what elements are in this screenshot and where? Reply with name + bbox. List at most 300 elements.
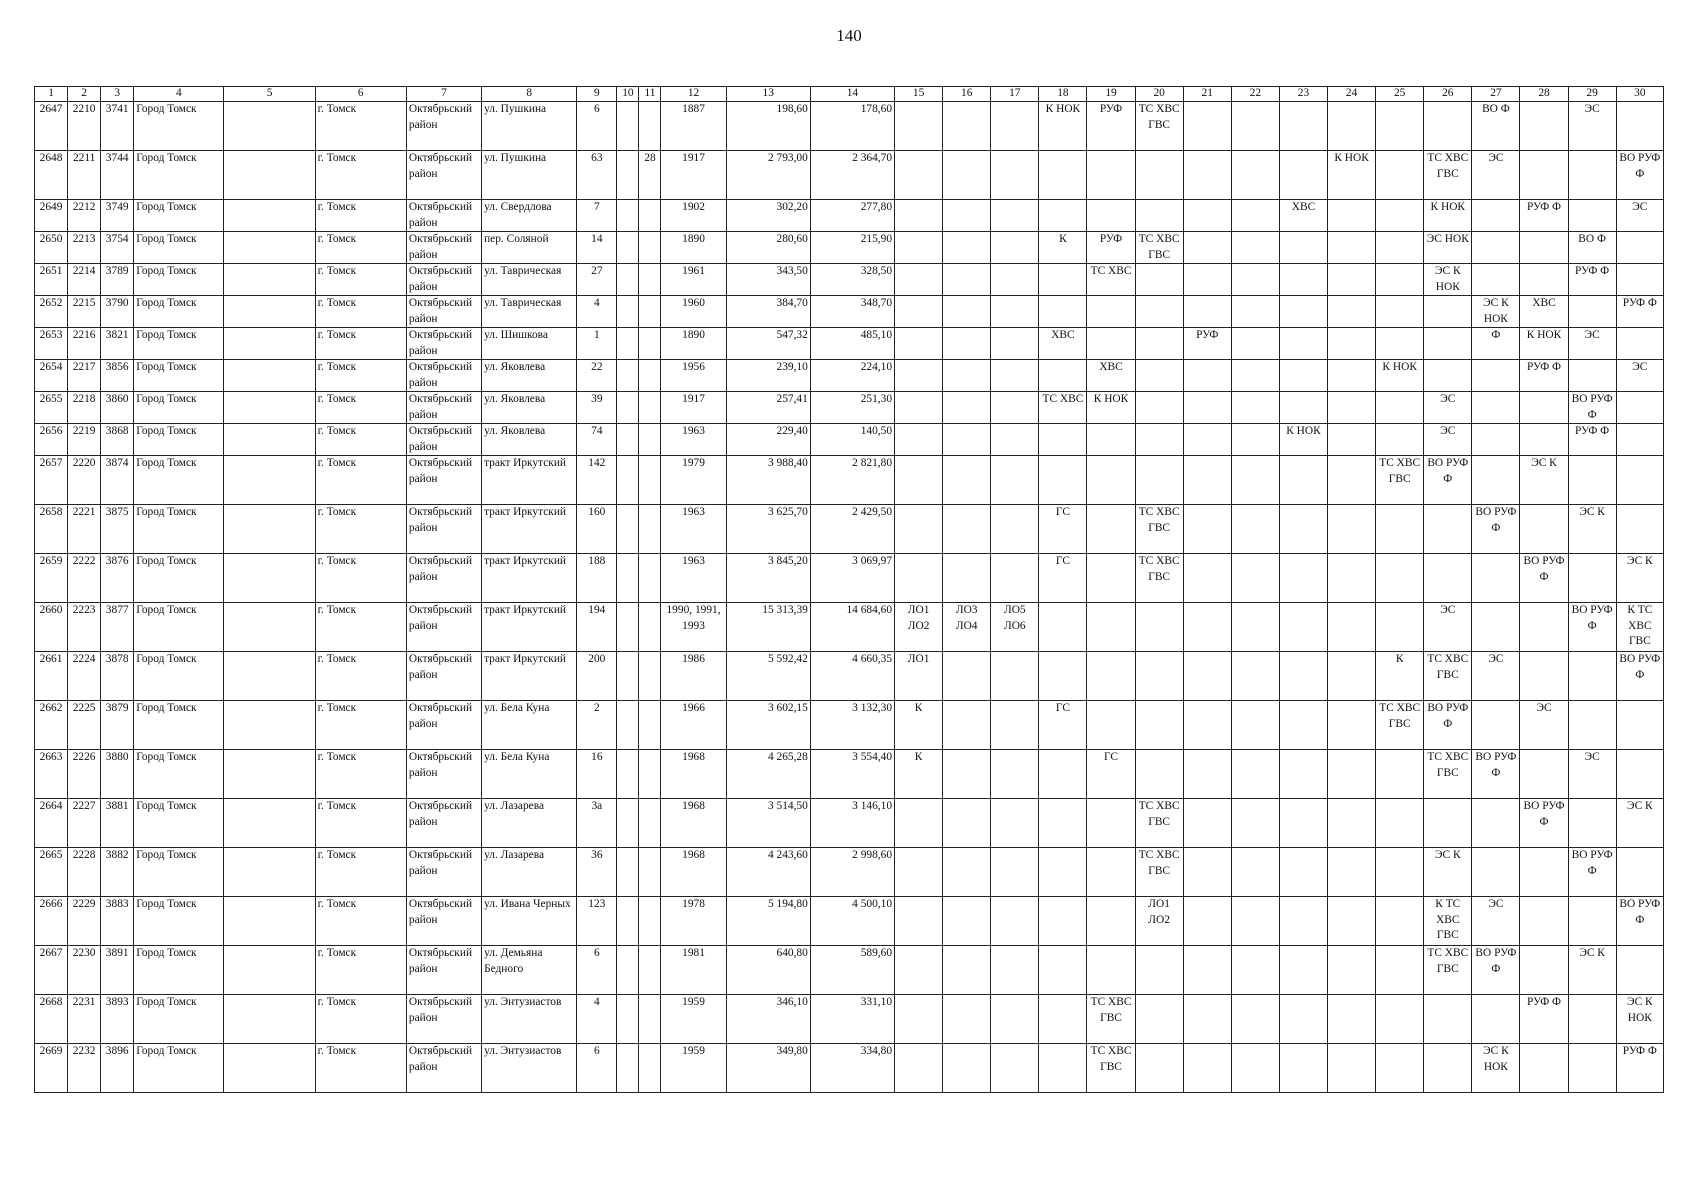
cell-col-25 [1376, 1044, 1424, 1093]
cell-col-10 [617, 151, 639, 200]
cell-col-24 [1328, 995, 1376, 1044]
cell-col-17 [991, 995, 1039, 1044]
cell-col-9: 39 [577, 392, 617, 424]
cell-col-29 [1568, 360, 1616, 392]
cell-col-23 [1279, 360, 1327, 392]
cell-col-22 [1231, 848, 1279, 897]
cell-col-2: 2215 [68, 296, 101, 328]
cell-col-17 [991, 102, 1039, 151]
cell-col-18 [1039, 360, 1087, 392]
cell-col-15 [895, 392, 943, 424]
cell-col-29 [1568, 799, 1616, 848]
cell-col-29: ЭС К [1568, 946, 1616, 995]
cell-col-25: ТС ХВС ГВС [1376, 701, 1424, 750]
cell-col-12: 1968 [661, 799, 726, 848]
cell-col-18 [1039, 264, 1087, 296]
cell-col-21 [1183, 995, 1231, 1044]
cell-col-26 [1424, 328, 1472, 360]
cell-col-11 [639, 848, 661, 897]
cell-col-4: Город Томск [134, 392, 224, 424]
cell-col-6: г. Томск [315, 946, 406, 995]
cell-col-23 [1279, 750, 1327, 799]
cell-col-14: 3 554,40 [810, 750, 894, 799]
cell-col-29: ВО РУФ Ф [1568, 848, 1616, 897]
cell-col-27 [1472, 360, 1520, 392]
cell-col-12: 1917 [661, 392, 726, 424]
cell-col-2: 2221 [68, 505, 101, 554]
cell-col-23 [1279, 603, 1327, 652]
cell-col-10 [617, 701, 639, 750]
cell-col-2: 2223 [68, 603, 101, 652]
cell-col-24 [1328, 946, 1376, 995]
cell-col-6: г. Томск [315, 897, 406, 946]
cell-col-15 [895, 102, 943, 151]
cell-col-9: 36 [577, 848, 617, 897]
cell-col-28 [1520, 102, 1568, 151]
cell-col-30: ЭС [1616, 200, 1663, 232]
cell-col-30: РУФ Ф [1616, 1044, 1663, 1093]
page-number: 140 [836, 26, 862, 45]
cell-col-29 [1568, 200, 1616, 232]
cell-col-13: 239,10 [726, 360, 810, 392]
cell-col-13: 3 625,70 [726, 505, 810, 554]
cell-col-26: ВО РУФ Ф [1424, 701, 1472, 750]
cell-col-23 [1279, 701, 1327, 750]
cell-col-13: 198,60 [726, 102, 810, 151]
column-header-26: 26 [1424, 87, 1472, 102]
cell-col-22 [1231, 200, 1279, 232]
cell-col-11 [639, 799, 661, 848]
cell-col-7: Октябрьский район [406, 946, 481, 995]
cell-col-7: Октябрьский район [406, 505, 481, 554]
cell-col-1: 2655 [35, 392, 68, 424]
column-header-21: 21 [1183, 87, 1231, 102]
cell-col-24: К НОК [1328, 151, 1376, 200]
table-row [35, 264, 1664, 296]
cell-col-30 [1616, 750, 1663, 799]
cell-col-21 [1183, 750, 1231, 799]
cell-col-16 [943, 264, 991, 296]
cell-col-27: Ф [1472, 328, 1520, 360]
cell-col-23 [1279, 848, 1327, 897]
cell-col-17 [991, 897, 1039, 946]
cell-col-18 [1039, 296, 1087, 328]
cell-col-11 [639, 328, 661, 360]
cell-col-19 [1087, 554, 1135, 603]
cell-col-28: ХВС [1520, 296, 1568, 328]
cell-col-21 [1183, 652, 1231, 701]
cell-col-20 [1135, 424, 1183, 456]
cell-col-8: ул. Демьяна Бедного [482, 946, 577, 995]
cell-col-7: Октябрьский район [406, 151, 481, 200]
cell-col-8: ул. Энтузиастов [482, 995, 577, 1044]
cell-col-21 [1183, 1044, 1231, 1093]
cell-col-17 [991, 360, 1039, 392]
cell-col-27 [1472, 995, 1520, 1044]
cell-col-30: ЭС К НОК [1616, 995, 1663, 1044]
cell-col-10 [617, 360, 639, 392]
cell-col-17 [991, 505, 1039, 554]
cell-col-22 [1231, 328, 1279, 360]
cell-col-17 [991, 328, 1039, 360]
cell-col-7: Октябрьский район [406, 328, 481, 360]
cell-col-29 [1568, 897, 1616, 946]
cell-col-4: Город Томск [134, 424, 224, 456]
cell-col-14: 331,10 [810, 995, 894, 1044]
table-row [35, 151, 1664, 200]
cell-col-5 [224, 200, 315, 232]
cell-col-6: г. Томск [315, 296, 406, 328]
cell-col-16 [943, 750, 991, 799]
cell-col-7: Октябрьский район [406, 603, 481, 652]
cell-col-7: Октябрьский район [406, 102, 481, 151]
cell-col-30: ВО РУФ Ф [1616, 151, 1663, 200]
cell-col-28: К НОК [1520, 328, 1568, 360]
cell-col-11 [639, 1044, 661, 1093]
cell-col-7: Октябрьский район [406, 456, 481, 505]
cell-col-24 [1328, 603, 1376, 652]
cell-col-28 [1520, 897, 1568, 946]
cell-col-8: ул. Яковлева [482, 360, 577, 392]
cell-col-15: К [895, 750, 943, 799]
cell-col-8: пер. Соляной [482, 232, 577, 264]
cell-col-27 [1472, 264, 1520, 296]
cell-col-17: ЛО5 ЛО6 [991, 603, 1039, 652]
cell-col-11 [639, 102, 661, 151]
cell-col-3: 3891 [101, 946, 134, 995]
cell-col-26: ТС ХВС ГВС [1424, 151, 1472, 200]
cell-col-24 [1328, 264, 1376, 296]
header-row [35, 87, 1664, 102]
cell-col-13: 3 988,40 [726, 456, 810, 505]
cell-col-8: ул. Яковлева [482, 392, 577, 424]
cell-col-22 [1231, 505, 1279, 554]
cell-col-17 [991, 848, 1039, 897]
cell-col-17 [991, 151, 1039, 200]
cell-col-5 [224, 296, 315, 328]
cell-col-25 [1376, 424, 1424, 456]
table-row [35, 995, 1664, 1044]
cell-col-24 [1328, 200, 1376, 232]
cell-col-26: ЭС [1424, 392, 1472, 424]
cell-col-26: ЭС НОК [1424, 232, 1472, 264]
cell-col-2: 2210 [68, 102, 101, 151]
table-row [35, 750, 1664, 799]
cell-col-7: Октябрьский район [406, 1044, 481, 1093]
cell-col-22 [1231, 456, 1279, 505]
column-header-11: 11 [639, 87, 661, 102]
cell-col-16 [943, 946, 991, 995]
cell-col-15 [895, 151, 943, 200]
cell-col-28 [1520, 848, 1568, 897]
cell-col-5 [224, 424, 315, 456]
cell-col-25 [1376, 102, 1424, 151]
cell-col-4: Город Томск [134, 151, 224, 200]
cell-col-8: тракт Иркутский [482, 505, 577, 554]
column-header-23: 23 [1279, 87, 1327, 102]
cell-col-27 [1472, 392, 1520, 424]
cell-col-12: 1890 [661, 232, 726, 264]
cell-col-4: Город Томск [134, 102, 224, 151]
table-row [35, 603, 1664, 652]
table-row [35, 897, 1664, 946]
cell-col-30 [1616, 264, 1663, 296]
column-header-28: 28 [1520, 87, 1568, 102]
cell-col-26: ЭС [1424, 603, 1472, 652]
cell-col-8: ул. Таврическая [482, 264, 577, 296]
cell-col-6: г. Томск [315, 264, 406, 296]
cell-col-11 [639, 392, 661, 424]
cell-col-5 [224, 946, 315, 995]
cell-col-3: 3879 [101, 701, 134, 750]
cell-col-19: ГС [1087, 750, 1135, 799]
cell-col-29: РУФ Ф [1568, 424, 1616, 456]
cell-col-22 [1231, 995, 1279, 1044]
cell-col-14: 348,70 [810, 296, 894, 328]
cell-col-7: Октябрьский район [406, 264, 481, 296]
cell-col-26: ТС ХВС ГВС [1424, 946, 1472, 995]
cell-col-25: К НОК [1376, 360, 1424, 392]
cell-col-11 [639, 946, 661, 995]
cell-col-26 [1424, 995, 1472, 1044]
cell-col-18 [1039, 799, 1087, 848]
cell-col-9: 160 [577, 505, 617, 554]
cell-col-16 [943, 1044, 991, 1093]
cell-col-28 [1520, 505, 1568, 554]
cell-col-4: Город Томск [134, 603, 224, 652]
cell-col-11 [639, 505, 661, 554]
cell-col-3: 3874 [101, 456, 134, 505]
cell-col-30: ВО РУФ Ф [1616, 652, 1663, 701]
cell-col-14: 4 660,35 [810, 652, 894, 701]
cell-col-12: 1963 [661, 554, 726, 603]
column-header-14: 14 [810, 87, 894, 102]
cell-col-15 [895, 232, 943, 264]
cell-col-10 [617, 995, 639, 1044]
cell-col-2: 2213 [68, 232, 101, 264]
cell-col-10 [617, 652, 639, 701]
cell-col-26: К ТС ХВС ГВС [1424, 897, 1472, 946]
cell-col-26 [1424, 554, 1472, 603]
cell-col-6: г. Томск [315, 424, 406, 456]
cell-col-26 [1424, 799, 1472, 848]
cell-col-1: 2663 [35, 750, 68, 799]
cell-col-15 [895, 1044, 943, 1093]
cell-col-6: г. Томск [315, 799, 406, 848]
cell-col-1: 2659 [35, 554, 68, 603]
cell-col-23 [1279, 456, 1327, 505]
cell-col-30 [1616, 232, 1663, 264]
cell-col-9: 6 [577, 946, 617, 995]
cell-col-28 [1520, 603, 1568, 652]
cell-col-8: тракт Иркутский [482, 603, 577, 652]
cell-col-14: 328,50 [810, 264, 894, 296]
cell-col-3: 3876 [101, 554, 134, 603]
cell-col-5 [224, 750, 315, 799]
cell-col-18 [1039, 424, 1087, 456]
cell-col-20 [1135, 151, 1183, 200]
cell-col-13: 5 194,80 [726, 897, 810, 946]
table-row [35, 296, 1664, 328]
cell-col-12: 1963 [661, 424, 726, 456]
cell-col-22 [1231, 232, 1279, 264]
cell-col-13: 3 602,15 [726, 701, 810, 750]
cell-col-10 [617, 1044, 639, 1093]
cell-col-21 [1183, 360, 1231, 392]
cell-col-3: 3741 [101, 102, 134, 151]
cell-col-22 [1231, 1044, 1279, 1093]
cell-col-19 [1087, 848, 1135, 897]
column-header-1: 1 [35, 87, 68, 102]
column-header-29: 29 [1568, 87, 1616, 102]
cell-col-27 [1472, 456, 1520, 505]
cell-col-1: 2669 [35, 1044, 68, 1093]
cell-col-20 [1135, 328, 1183, 360]
cell-col-28: РУФ Ф [1520, 995, 1568, 1044]
cell-col-9: 3а [577, 799, 617, 848]
cell-col-16 [943, 554, 991, 603]
cell-col-22 [1231, 102, 1279, 151]
cell-col-28 [1520, 232, 1568, 264]
cell-col-2: 2211 [68, 151, 101, 200]
cell-col-21 [1183, 232, 1231, 264]
table-row [35, 701, 1664, 750]
cell-col-29 [1568, 701, 1616, 750]
cell-col-30 [1616, 328, 1663, 360]
column-header-17: 17 [991, 87, 1039, 102]
cell-col-15 [895, 456, 943, 505]
table-row [35, 328, 1664, 360]
cell-col-10 [617, 200, 639, 232]
cell-col-18 [1039, 151, 1087, 200]
cell-col-21: РУФ [1183, 328, 1231, 360]
cell-col-19 [1087, 151, 1135, 200]
cell-col-13: 5 592,42 [726, 652, 810, 701]
cell-col-14: 3 146,10 [810, 799, 894, 848]
cell-col-22 [1231, 701, 1279, 750]
cell-col-20: ЛО1 ЛО2 [1135, 897, 1183, 946]
cell-col-29 [1568, 652, 1616, 701]
cell-col-30 [1616, 456, 1663, 505]
cell-col-28 [1520, 264, 1568, 296]
cell-col-14: 2 429,50 [810, 505, 894, 554]
cell-col-1: 2658 [35, 505, 68, 554]
cell-col-20: ТС ХВС ГВС [1135, 232, 1183, 264]
cell-col-8: тракт Иркутский [482, 456, 577, 505]
cell-col-3: 3749 [101, 200, 134, 232]
cell-col-3: 3856 [101, 360, 134, 392]
cell-col-11 [639, 232, 661, 264]
cell-col-6: г. Томск [315, 652, 406, 701]
cell-col-29 [1568, 456, 1616, 505]
cell-col-9: 200 [577, 652, 617, 701]
cell-col-14: 277,80 [810, 200, 894, 232]
table-row [35, 1044, 1664, 1093]
cell-col-3: 3860 [101, 392, 134, 424]
cell-col-5 [224, 456, 315, 505]
table-body [35, 102, 1664, 1093]
cell-col-29: ЭС [1568, 102, 1616, 151]
cell-col-2: 2227 [68, 799, 101, 848]
column-header-20: 20 [1135, 87, 1183, 102]
column-header-30: 30 [1616, 87, 1663, 102]
cell-col-3: 3744 [101, 151, 134, 200]
cell-col-9: 188 [577, 554, 617, 603]
cell-col-25 [1376, 897, 1424, 946]
cell-col-8: ул. Свердлова [482, 200, 577, 232]
table-row [35, 424, 1664, 456]
cell-col-20 [1135, 296, 1183, 328]
cell-col-26: ВО РУФ Ф [1424, 456, 1472, 505]
column-header-18: 18 [1039, 87, 1087, 102]
cell-col-24 [1328, 652, 1376, 701]
cell-col-16 [943, 424, 991, 456]
cell-col-8: ул. Пушкина [482, 102, 577, 151]
cell-col-5 [224, 848, 315, 897]
cell-col-11 [639, 652, 661, 701]
cell-col-28: ВО РУФ Ф [1520, 554, 1568, 603]
cell-col-6: г. Томск [315, 603, 406, 652]
cell-col-9: 7 [577, 200, 617, 232]
cell-col-12: 1968 [661, 750, 726, 799]
cell-col-12: 1978 [661, 897, 726, 946]
cell-col-8: ул. Лазарева [482, 799, 577, 848]
column-header-27: 27 [1472, 87, 1520, 102]
table-row [35, 554, 1664, 603]
cell-col-17 [991, 200, 1039, 232]
cell-col-18 [1039, 848, 1087, 897]
column-header-4: 4 [134, 87, 224, 102]
cell-col-24 [1328, 750, 1376, 799]
cell-col-28 [1520, 652, 1568, 701]
cell-col-17 [991, 264, 1039, 296]
cell-col-17 [991, 652, 1039, 701]
cell-col-15: ЛО1 [895, 652, 943, 701]
cell-col-16 [943, 102, 991, 151]
cell-col-10 [617, 232, 639, 264]
cell-col-14: 178,60 [810, 102, 894, 151]
cell-col-4: Город Томск [134, 264, 224, 296]
cell-col-20 [1135, 995, 1183, 1044]
cell-col-6: г. Томск [315, 328, 406, 360]
cell-col-25: К [1376, 652, 1424, 701]
cell-col-18 [1039, 652, 1087, 701]
cell-col-23 [1279, 652, 1327, 701]
cell-col-14: 485,10 [810, 328, 894, 360]
cell-col-2: 2226 [68, 750, 101, 799]
cell-col-26: К НОК [1424, 200, 1472, 232]
cell-col-6: г. Томск [315, 102, 406, 151]
cell-col-29: ЭС К [1568, 505, 1616, 554]
cell-col-1: 2650 [35, 232, 68, 264]
cell-col-30: ЭС К [1616, 554, 1663, 603]
cell-col-9: 14 [577, 232, 617, 264]
cell-col-2: 2231 [68, 995, 101, 1044]
cell-col-29: ЭС [1568, 750, 1616, 799]
cell-col-15 [895, 995, 943, 1044]
cell-col-8: ул. Пушкина [482, 151, 577, 200]
cell-col-6: г. Томск [315, 848, 406, 897]
cell-col-27 [1472, 554, 1520, 603]
cell-col-4: Город Томск [134, 750, 224, 799]
cell-col-2: 2232 [68, 1044, 101, 1093]
cell-col-9: 22 [577, 360, 617, 392]
cell-col-11 [639, 750, 661, 799]
column-header-9: 9 [577, 87, 617, 102]
cell-col-5 [224, 505, 315, 554]
cell-col-25 [1376, 392, 1424, 424]
cell-col-13: 229,40 [726, 424, 810, 456]
